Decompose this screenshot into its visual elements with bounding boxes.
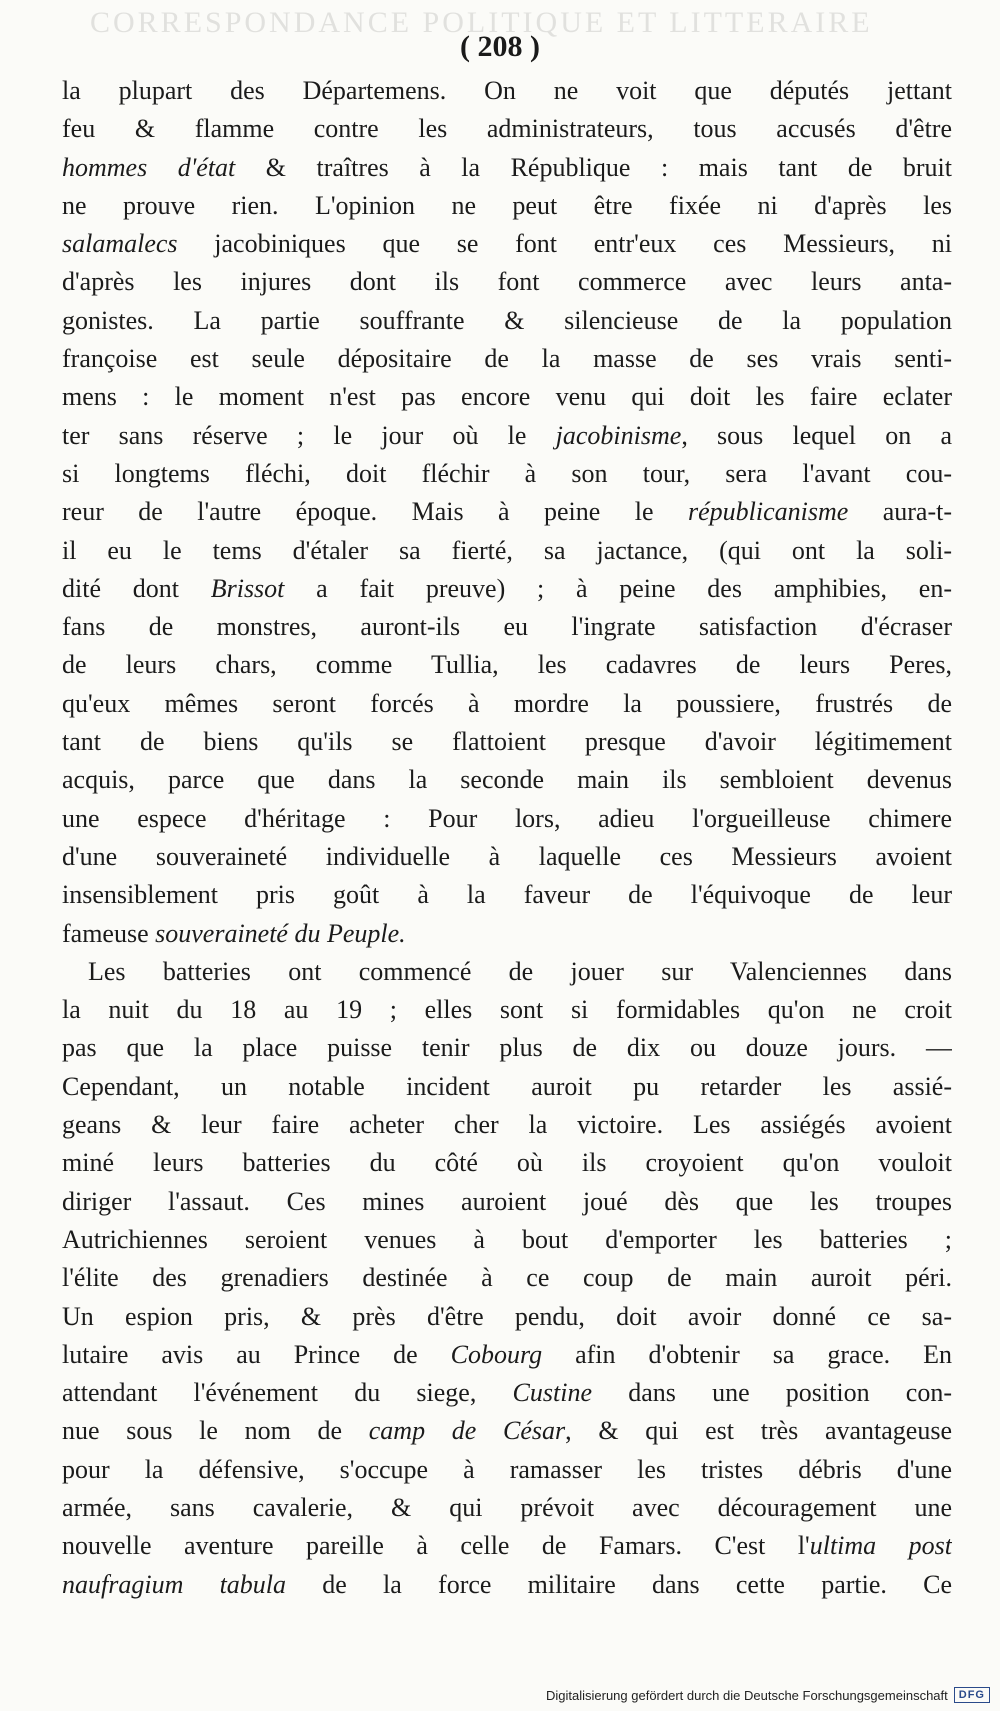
text-line	[62, 1183, 952, 1221]
text-segment: d'après les injures dont ils font commerce avec leurs anta-	[62, 267, 952, 297]
text-segment: Cependant, un notable incident auroit pu retarder les assié-	[62, 1071, 952, 1101]
text-segment: ter sans réserve ; le jour où le	[62, 420, 556, 450]
text-segment: il eu le tems d'étaler sa fierté, sa jactance, (qui ont la soli-	[62, 535, 952, 565]
italic-text: Brissot	[210, 573, 285, 603]
text-segment: fans de monstres, auront-ils eu l'ingrate satisfaction d'écraser	[62, 612, 952, 642]
text-line	[62, 149, 952, 187]
text-segment: , & qui est très avantageuse	[565, 1416, 952, 1446]
text-line	[62, 1298, 952, 1336]
text-line	[62, 225, 952, 263]
text-segment: pas que la place puisse tenir plus de dix ou douze jours. —	[62, 1033, 952, 1063]
text-segment: de la force militaire dans cette partie. Ce	[286, 1569, 952, 1599]
text-line	[62, 1527, 952, 1565]
text-segment: Un espion pris, & près d'être pendu, doit avoir donné ce sa-	[62, 1301, 952, 1331]
text-line	[62, 1106, 952, 1144]
text-segment: , sous lequel on a	[681, 420, 952, 450]
text-line	[62, 570, 952, 608]
text-segment: tant de biens qu'ils se flattoient presque d'avoir légitimement	[62, 727, 952, 757]
text-segment: de leurs chars, comme Tullia, les cadavres de leurs Peres,	[62, 650, 952, 680]
text-line	[62, 876, 952, 914]
text-line	[62, 455, 952, 493]
text-segment: insensiblement pris goût à la faveur de l'équivoque de leur	[62, 880, 952, 910]
text-line	[62, 187, 952, 225]
page-number: ( 208 )	[460, 30, 540, 63]
text-segment: l'élite des grenadiers destinée à ce coup de main auroit péri.	[62, 1263, 952, 1293]
text-line	[62, 1068, 952, 1106]
text-line	[62, 1489, 952, 1527]
text-segment: dans une position con-	[592, 1378, 952, 1408]
text-segment: a fait preuve) ; à peine des amphibies, en-	[284, 573, 952, 603]
text-segment: Les batteries ont commencé de jouer sur Valenciennes dans	[88, 956, 952, 986]
text-segment: aura-t-	[848, 497, 952, 527]
text-segment: miné leurs batteries du côté où ils croyoient qu'on vouloit	[62, 1148, 952, 1178]
text-line	[62, 953, 952, 991]
italic-text: Cobourg	[450, 1339, 543, 1369]
text-segment: fameuse	[62, 918, 156, 948]
text-segment: lutaire avis au Prince de	[62, 1339, 451, 1369]
text-line	[62, 417, 952, 455]
text-segment: qu'eux mêmes seront forcés à mordre la poussiere, frustrés de	[62, 688, 952, 718]
text-segment: la plupart des Départemens. On ne voit que députés jettant	[62, 76, 952, 105]
text-segment: afin d'obtenir sa grace. En	[542, 1339, 952, 1369]
italic-text: souveraineté du Peuple.	[155, 918, 406, 948]
text-line	[62, 991, 952, 1029]
italic-text: camp de César	[368, 1416, 566, 1446]
text-line	[62, 1144, 952, 1182]
footer-text: Digitalisierung gefördert durch die Deutsche Forschungsgemeinschaft	[545, 1687, 948, 1703]
italic-text: hommes d'état	[62, 152, 236, 182]
italic-text: jacobinisme	[555, 420, 682, 450]
text-segment: ne prouve rien. L'opinion ne peut être fixée ni d'après les	[62, 190, 952, 220]
italic-text: salamalecs	[62, 229, 178, 259]
text-segment: une espece d'héritage : Pour lors, adieu l'orgueilleuse chimere	[62, 803, 952, 833]
text-line	[62, 302, 952, 340]
text-line	[62, 1374, 952, 1412]
text-segment: armée, sans cavalerie, & qui prévoit avec découragement une	[62, 1492, 952, 1522]
text-segment: diriger l'assaut. Ces mines auroient joué dès que les troupes	[62, 1186, 952, 1216]
text-line	[62, 1412, 952, 1450]
text-line	[62, 800, 952, 838]
text-segment: nouvelle aventure pareille à celle de Famars. C'est l'	[62, 1531, 810, 1561]
text-segment: gonistes. La partie souffrante & silencieuse de la population	[62, 305, 952, 335]
text-line	[62, 72, 952, 110]
text-line	[62, 1566, 952, 1604]
text-segment: Autrichiennes seroient venues à bout d'emporter les batteries ;	[62, 1224, 952, 1254]
text-line	[62, 1336, 952, 1374]
text-segment: acquis, parce que dans la seconde main ils sembloient devenus	[62, 765, 952, 795]
text-segment: jacobiniques que se font entr'eux ces Messieurs, ni	[177, 229, 952, 259]
text-segment: si longtems fléchi, doit fléchir à son tour, sera l'avant cou-	[62, 458, 952, 488]
dfg-logo: DFG	[954, 1687, 990, 1703]
italic-text: ultima post	[809, 1531, 952, 1561]
text-segment: reur de l'autre époque. Mais à peine le	[62, 497, 688, 527]
text-line	[62, 263, 952, 301]
bleed-through-text: CORRESPONDANCE POLITIQUE ET LITTERAIRE	[90, 6, 873, 39]
text-segment: d'une souveraineté individuelle à laquelle ces Messieurs avoient	[62, 841, 952, 871]
text-segment: & traîtres à la République : mais tant de bruit	[235, 152, 952, 182]
italic-text: naufragium tabula	[62, 1569, 287, 1599]
italic-text: Custine	[512, 1378, 592, 1408]
text-line	[62, 646, 952, 684]
text-line	[62, 340, 952, 378]
text-line	[62, 761, 952, 799]
footer	[546, 1687, 990, 1703]
text-segment: geans & leur faire acheter cher la victoire. Les assiégés avoient	[62, 1110, 952, 1140]
text-line	[62, 532, 952, 570]
text-segment: attendant l'événement du siege,	[62, 1378, 513, 1408]
text-line	[62, 493, 952, 531]
text-line	[62, 1259, 952, 1297]
text-segment: la nuit du 18 au 19 ; elles sont si formidables qu'on ne croit	[62, 995, 952, 1025]
italic-text: républicanisme	[687, 497, 849, 527]
text-segment: nue sous le nom de	[62, 1416, 369, 1446]
text-segment: pour la défensive, s'occupe à ramasser les tristes débris d'une	[62, 1454, 952, 1484]
text-segment: dité dont	[62, 573, 211, 603]
text-line	[62, 723, 952, 761]
text-line	[62, 378, 952, 416]
text-segment: françoise est seule dépositaire de la masse de ses vrais senti-	[62, 344, 952, 374]
text-line	[62, 685, 952, 723]
text-line	[62, 915, 952, 953]
text-line	[62, 1029, 952, 1067]
text-line	[62, 838, 952, 876]
text-line	[62, 1451, 952, 1489]
text-line	[62, 1221, 952, 1259]
body-text	[62, 72, 952, 1604]
text-segment: feu & flamme contre les administrateurs, tous accusés d'être	[62, 114, 952, 144]
text-line	[62, 608, 952, 646]
text-line	[62, 110, 952, 148]
text-segment: mens : le moment n'est pas encore venu qui doit les faire eclater	[62, 382, 952, 412]
